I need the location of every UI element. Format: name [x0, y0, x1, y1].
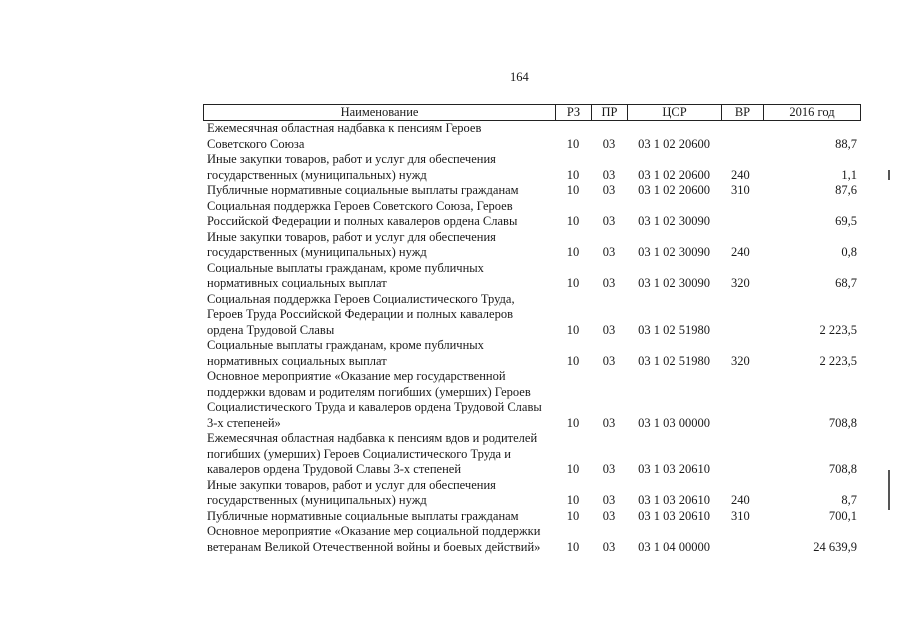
row-name-line: кавалеров ордена Трудовой Славы 3-х степеней — [207, 462, 462, 476]
header-year: 2016 год — [789, 105, 835, 119]
row-rz: 10 — [566, 183, 580, 197]
row-csr: 03 1 02 30090 — [638, 245, 710, 259]
row-csr: 03 1 02 30090 — [638, 276, 710, 290]
row-sum: 0,8 — [841, 245, 857, 259]
row-name-line: нормативных социальных выплат — [207, 276, 387, 290]
row-sum: 2 223,5 — [819, 353, 857, 368]
row-name-line: Российской Федерации и полных кавалеров ордена Славы — [207, 214, 518, 228]
page-number: 164 — [510, 70, 529, 84]
row-pr: 03 — [602, 245, 616, 259]
row-csr: 03 1 03 20610 — [638, 493, 710, 507]
row-name — [203, 478, 555, 509]
row-name-line: Социальная поддержка Героев Социалистического Труда, — [207, 291, 515, 306]
table-row — [203, 478, 861, 509]
header-rz: РЗ — [556, 105, 592, 120]
row-name-line: нормативных социальных выплат — [207, 353, 387, 368]
row-name — [203, 183, 555, 199]
row-pr: 03 — [602, 508, 616, 523]
scan-edge-mark — [888, 170, 890, 180]
row-sum: 1,1 — [841, 167, 857, 182]
table-header — [203, 104, 861, 121]
row-sum: 69,5 — [835, 214, 857, 228]
row-name-line: Основное мероприятие «Оказание мер государственной — [207, 369, 506, 383]
row-pr: 03 — [602, 183, 616, 197]
row-vr: 310 — [731, 183, 750, 197]
row-sum: 708,8 — [828, 462, 857, 476]
row-rz: 10 — [566, 322, 580, 337]
row-rz: 10 — [566, 493, 580, 507]
row-rz: 10 — [566, 136, 580, 151]
row-csr: 03 1 02 20600 — [638, 183, 710, 197]
row-vr: 240 — [731, 245, 750, 259]
row-name-line: Ежемесячная областная надбавка к пенсиям Героев — [207, 121, 482, 135]
budget-table — [203, 104, 861, 555]
row-name-line: Социальная поддержка Героев Советского Союза, Героев — [207, 198, 513, 213]
row-csr: 03 1 02 51980 — [638, 353, 710, 368]
row-name-line: Социальные выплаты гражданам, кроме публичных — [207, 260, 484, 275]
row-csr: 03 1 04 00000 — [638, 539, 710, 554]
row-pr: 03 — [602, 539, 616, 554]
row-vr: 320 — [731, 276, 750, 290]
row-name-line: поддержки вдовам и родителям погибших (умерших) Героев — [207, 384, 531, 399]
row-sum: 68,7 — [835, 276, 857, 290]
row-name-line: Героев Труда Российской Федерации и полных кавалеров — [207, 307, 513, 321]
row-csr: 03 1 02 20600 — [638, 167, 710, 182]
row-pr: 03 — [602, 493, 616, 507]
row-sum: 8,7 — [841, 493, 857, 507]
row-name-line: Иные закупки товаров, работ и услуг для обеспечения — [207, 229, 496, 244]
row-name — [203, 292, 555, 339]
row-name — [203, 230, 555, 261]
row-rz: 10 — [566, 353, 580, 368]
table-row — [203, 183, 861, 199]
row-name — [203, 121, 555, 152]
table-row — [203, 431, 861, 478]
row-csr: 03 1 02 51980 — [638, 322, 710, 337]
row-name-line: ордена Трудовой Славы — [207, 322, 335, 337]
row-name — [203, 431, 555, 478]
row-name-line: Советского Союза — [207, 136, 305, 151]
row-pr: 03 — [602, 276, 616, 290]
table-row — [203, 230, 861, 261]
row-sum: 88,7 — [835, 136, 857, 151]
header-vr: ВР — [722, 105, 764, 120]
row-sum: 700,1 — [828, 508, 857, 523]
row-name-line: государственных (муниципальных) нужд — [207, 167, 427, 182]
table-row — [203, 121, 861, 152]
row-pr: 03 — [602, 462, 616, 476]
row-csr: 03 1 03 20610 — [638, 462, 710, 476]
row-pr: 03 — [602, 136, 616, 151]
row-pr: 03 — [602, 322, 616, 337]
row-csr: 03 1 02 20600 — [638, 136, 710, 151]
row-csr: 03 1 03 20610 — [638, 508, 710, 523]
table-row — [203, 524, 861, 555]
row-name-line: Иные закупки товаров, работ и услуг для обеспечения — [207, 477, 496, 492]
row-name-line: Социальные выплаты гражданам, кроме публичных — [207, 338, 484, 352]
row-pr: 03 — [602, 214, 616, 228]
row-name-line: Основное мероприятие «Оказание мер социальной поддержки — [207, 524, 541, 538]
row-rz: 10 — [566, 167, 580, 182]
row-sum: 24 639,9 — [813, 539, 857, 554]
header-csr: ЦСР — [628, 105, 722, 120]
row-name-line: государственных (муниципальных) нужд — [207, 245, 427, 259]
table-row — [203, 509, 861, 525]
row-rz: 10 — [566, 462, 580, 476]
table-row — [203, 152, 861, 183]
table-row — [203, 261, 861, 292]
row-vr: 240 — [731, 167, 750, 182]
row-sum: 87,6 — [835, 183, 857, 197]
header-name: Наименование — [204, 105, 556, 120]
scan-edge-mark — [888, 470, 890, 510]
row-name-line: 3-х степеней» — [207, 415, 281, 430]
row-name-line: Публичные нормативные социальные выплаты гражданам — [207, 508, 519, 523]
row-rz: 10 — [566, 245, 580, 259]
row-name-line: ветеранам Великой Отечественной войны и боевых действий» — [207, 539, 541, 554]
row-name — [203, 199, 555, 230]
row-csr: 03 1 02 30090 — [638, 214, 710, 228]
row-vr: 310 — [731, 508, 750, 523]
row-vr: 320 — [731, 353, 750, 368]
row-rz: 10 — [566, 508, 580, 523]
table-row — [203, 292, 861, 339]
row-rz: 10 — [566, 276, 580, 290]
row-name-line: Социалистического Труда и кавалеров ордена Трудовой Славы — [207, 400, 542, 414]
row-name-line: Иные закупки товаров, работ и услуг для обеспечения — [207, 152, 496, 166]
row-name — [203, 261, 555, 292]
table-row — [203, 199, 861, 230]
row-rz: 10 — [566, 214, 580, 228]
row-rz: 10 — [566, 415, 580, 430]
row-name-line: Публичные нормативные социальные выплаты гражданам — [207, 183, 519, 197]
row-vr: 240 — [731, 493, 750, 507]
row-name — [203, 369, 555, 431]
row-name-line: Ежемесячная областная надбавка к пенсиям вдов и родителей — [207, 431, 538, 445]
row-name — [203, 152, 555, 183]
row-name — [203, 338, 555, 369]
row-name-line: государственных (муниципальных) нужд — [207, 493, 427, 507]
row-rz: 10 — [566, 539, 580, 554]
row-name — [203, 524, 555, 555]
table-row — [203, 369, 861, 431]
table-row — [203, 338, 861, 369]
row-csr: 03 1 03 00000 — [638, 415, 710, 430]
header-pr: ПР — [592, 105, 628, 120]
row-sum: 2 223,5 — [819, 322, 857, 337]
row-pr: 03 — [602, 353, 616, 368]
row-sum: 708,8 — [828, 415, 857, 430]
table-body — [203, 121, 861, 555]
row-name — [203, 509, 555, 525]
row-pr: 03 — [602, 415, 616, 430]
row-name-line: погибших (умерших) Героев Социалистического Труда и — [207, 446, 511, 461]
row-pr: 03 — [602, 167, 616, 182]
